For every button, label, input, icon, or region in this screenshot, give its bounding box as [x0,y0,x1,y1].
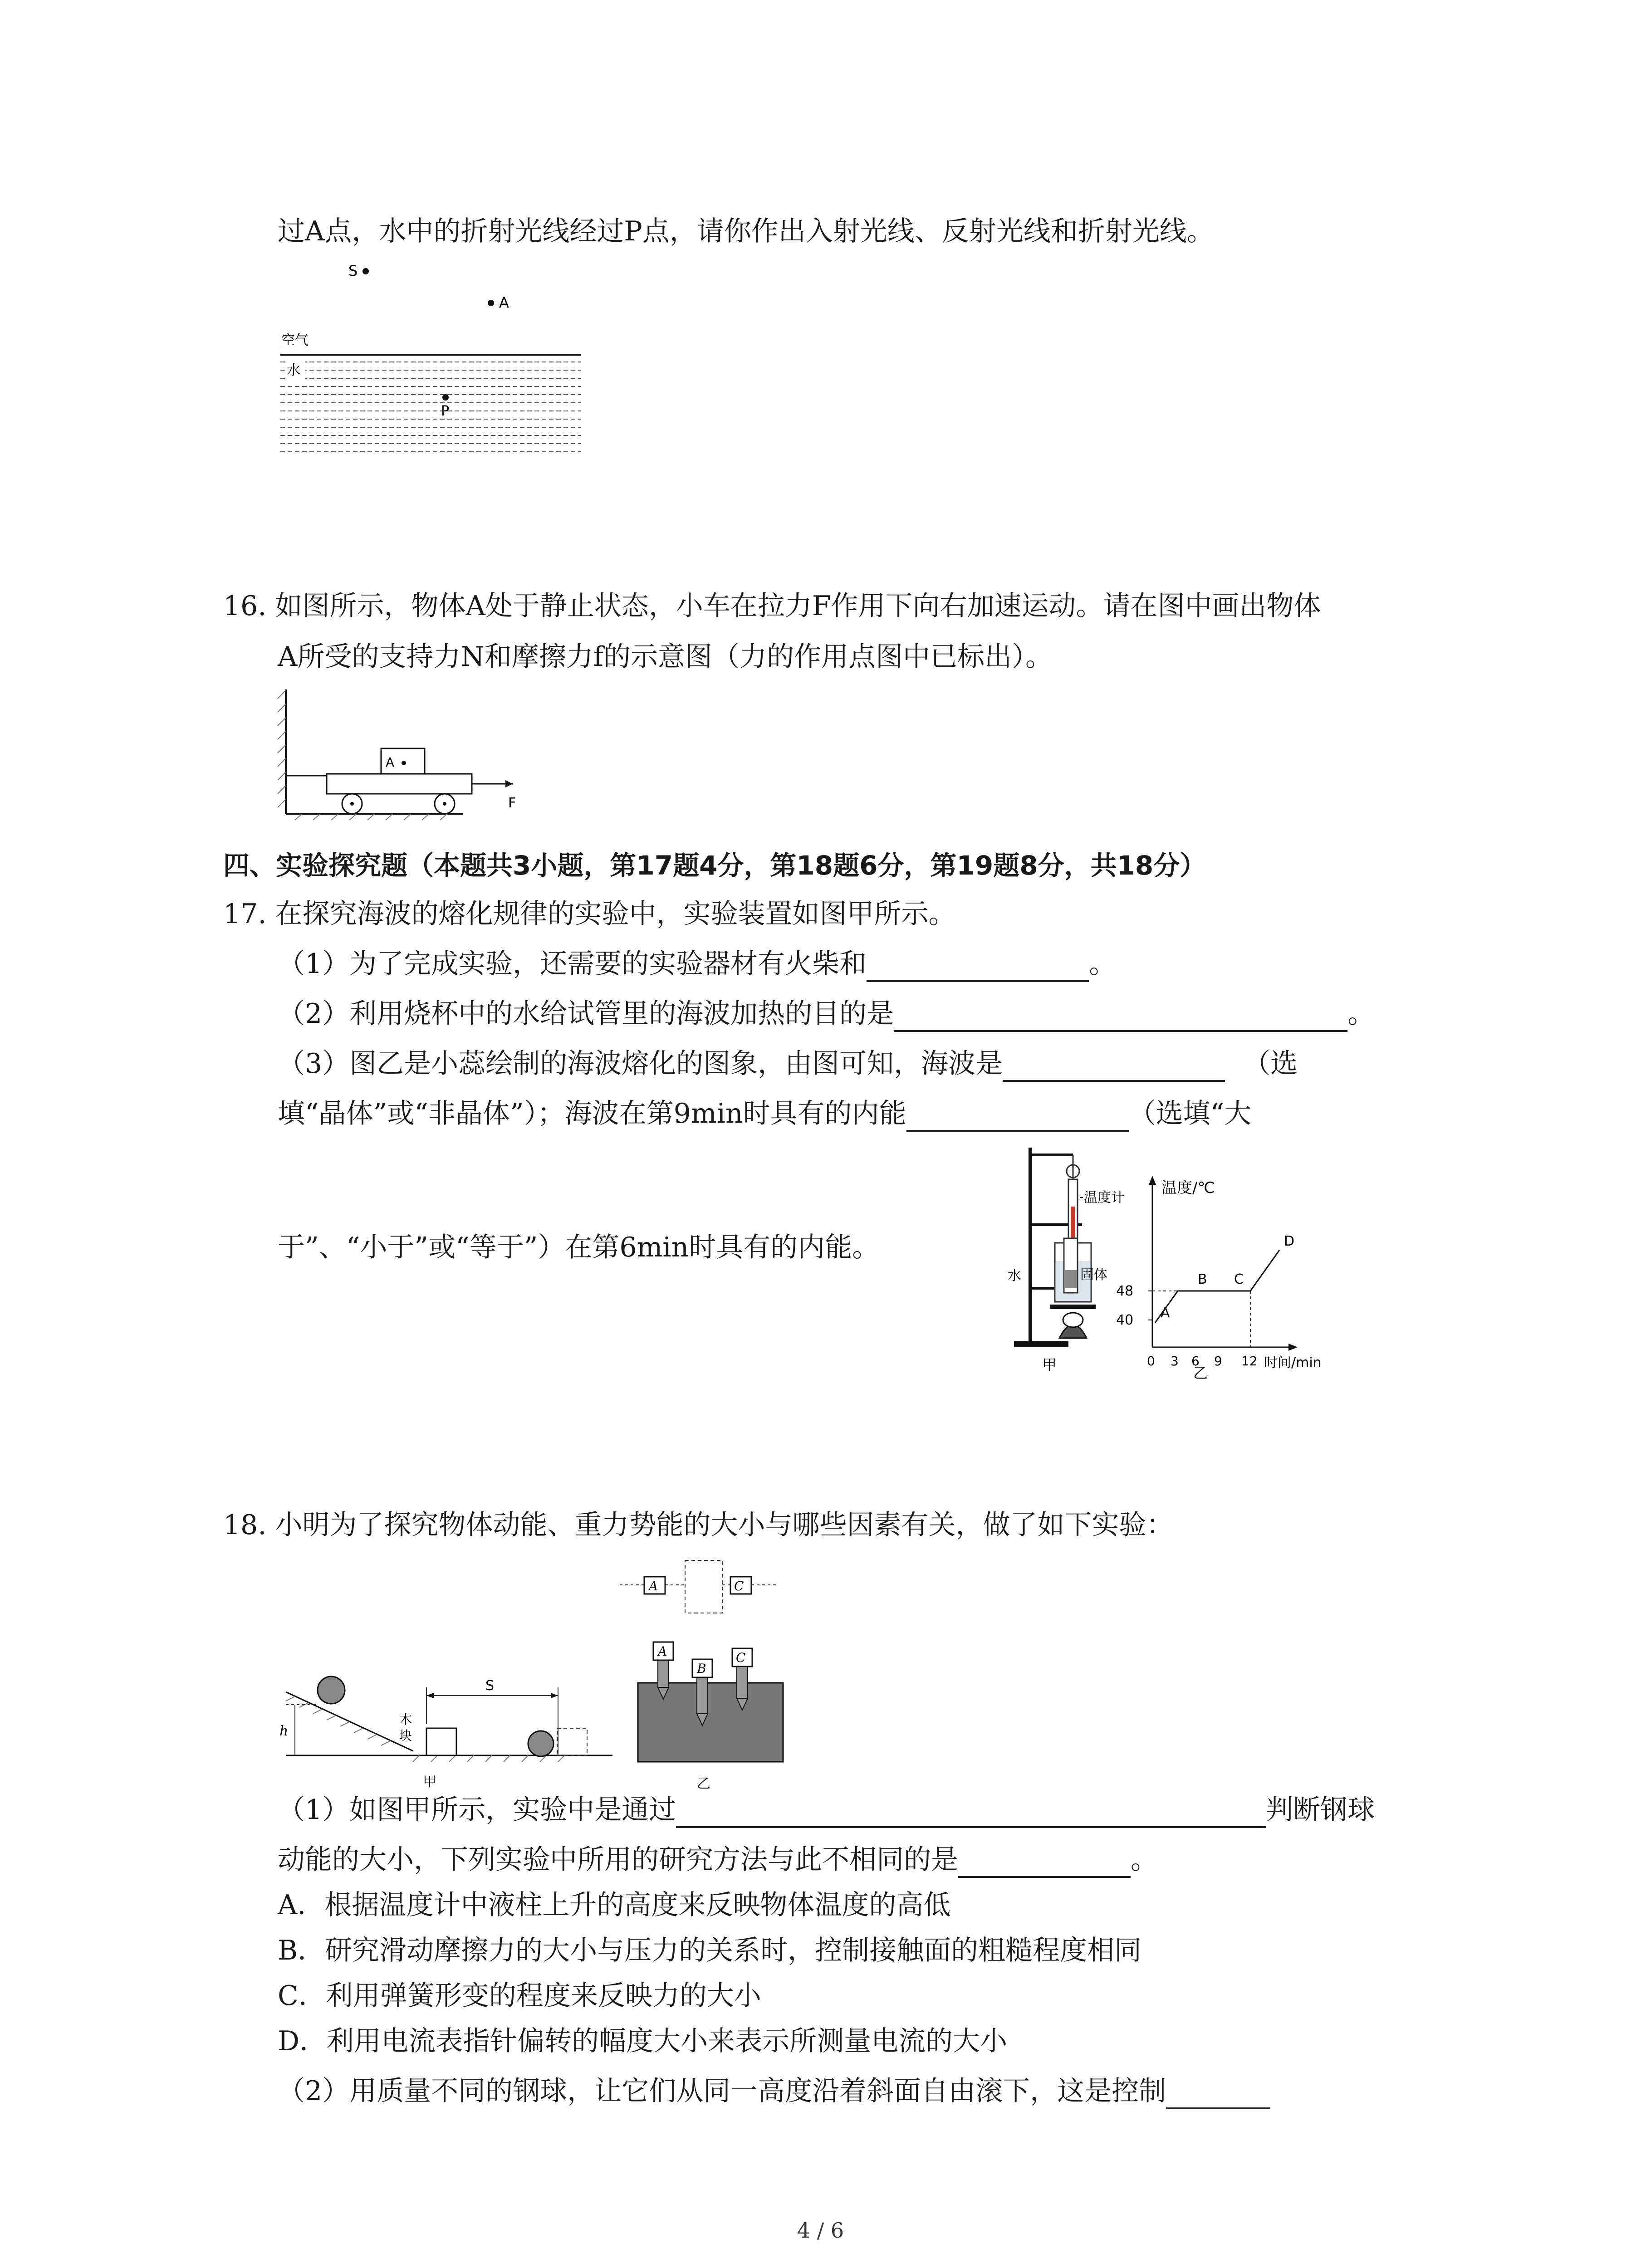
q17-part2: （2）利用烧杯中的水给试管里的海波加热的目的是 。 [278,996,1375,1032]
page-number: 4 / 6 [797,2218,844,2243]
q17-point-c: C [1234,1271,1244,1287]
q17-gauze [1050,1305,1096,1309]
q17-blank3[interactable] [1003,1052,1225,1082]
q18-part1-line2: 动能的大小，下列实验中所用的研究方法与此不相同的是 。 [278,1842,1158,1878]
q16-figure [268,685,540,821]
q15-s-label: S [348,262,358,279]
q18-part1: （1）如图甲所示，实验中是通过 判断钢球 [278,1792,1375,1828]
q15-air-label: 空气 [281,332,309,348]
q18-option-c: C．利用弹簧形变的程度来反映力的大小 [278,1980,761,2012]
q18-yi-c-top: C [734,1579,744,1593]
q15-a-point [488,300,494,306]
q17-y40: 40 [1116,1312,1134,1328]
q16-line2: A所受的支持力N和摩擦力f的示意图（力的作用点图中已标出）。 [278,641,1053,673]
q17-x9: 9 [1214,1354,1222,1369]
q15-water-label: 水 [287,362,300,378]
q18-wood-block [426,1728,456,1755]
q17-graph [1102,1166,1338,1379]
q18-sand-box [638,1683,783,1762]
q17-yi-label: 乙 [1193,1364,1208,1379]
q15-p-label: P [441,403,450,419]
q17-point-a: A [1161,1305,1170,1321]
q15-s-point [362,268,369,274]
q17-xlabel: 时间/min [1264,1355,1322,1371]
q17-ylabel: 温度/℃ [1161,1179,1215,1197]
q17-point-d: D [1284,1233,1295,1249]
q18-option-b: B．研究滑动摩擦力的大小与压力的关系时，控制接触面的粗糙程度相同 [278,1935,1142,1966]
q18-block-label2: 块 [399,1728,412,1743]
q18-yi-a: A [658,1644,667,1659]
q18-line1: 18. 小明为了探究物体动能、重力势能的大小与哪些因素有关，做了如下实验： [223,1509,1174,1541]
q17-x12: 12 [1241,1354,1258,1369]
q17-stand-base [1014,1341,1068,1347]
q16-ground-hatch [295,814,447,820]
q18-blank2[interactable] [958,1848,1131,1878]
q17-x3: 3 [1171,1354,1179,1369]
q16-cart [327,774,472,794]
q16-line1: 16. 如图所示，物体A处于静止状态，小车在拉力F作用下向右加速运动。请在图中画出物体 [223,590,1321,622]
q18-part2: （2）用质量不同的钢球，让它们从同一高度沿着斜面自由滚下，这是控制 [278,2073,1270,2109]
q17-water-label: 水 [1008,1268,1021,1284]
q18-yi-a-top: A [649,1579,658,1593]
q18-s-label: S [485,1678,495,1694]
q16-f-label: F [508,795,516,811]
q18-yi-c: C [736,1650,746,1665]
q17-solid-label: 固体 [1080,1267,1107,1283]
q17-blank2[interactable] [894,1002,1347,1032]
q18-option-d: D．利用电流表指针偏转的幅度大小来表示所测量电流的大小 [278,2025,1008,2057]
q17-x0: 0 [1147,1354,1155,1369]
q17-melting-curve [1155,1250,1279,1323]
q17-y48: 48 [1116,1283,1134,1299]
q17-line5: 于”、“小于”或“等于”）在第6min时具有的内能。 [278,1232,880,1263]
q18-yi-b: B [697,1661,706,1676]
q17-point-b: B [1198,1271,1207,1287]
q15-text: 过A点，水中的折射光线经过P点，请你作出入射光线、反射光线和折射光线。 [278,215,1214,247]
q18-ramp [286,1692,413,1751]
q18-block-label: 木 [399,1712,412,1727]
q18-blank1[interactable] [676,1798,1266,1828]
section4-heading: 四、实验探究题（本题共3小题，第17题4分，第18题6分，第19题8分，共18分） [223,850,1206,881]
q18-h-label: h [279,1723,289,1739]
q17-line4: 填“晶体”或“非晶体”）；海波在第9min时具有的内能 （选填“大 [278,1095,1251,1132]
q18-jia-label: 甲 [423,1774,436,1790]
q15-water-hatch [280,362,581,452]
q16-wall-hatch [278,690,286,807]
q17-part1: （1）为了完成实验，还需要的实验器材有火柴和 。 [278,946,1116,982]
q17-jia-label: 甲 [1042,1356,1057,1374]
q16-a-label: A [386,755,395,770]
q17-line1: 17. 在探究海波的熔化规律的实验中，实验装置如图甲所示。 [223,898,956,930]
q17-x6: 6 [1191,1354,1200,1369]
q18-figure-yi [617,1551,808,1801]
q15-a-label: A [499,294,509,311]
q18-option-a: A．根据温度计中液柱上升的高度来反映物体温度的高低 [278,1889,951,1921]
q17-blank4[interactable] [906,1102,1129,1132]
q17-thermometer-label: 温度计 [1084,1190,1125,1206]
q15-figure [272,254,590,467]
q16-a-point [402,761,406,765]
q17-part3: （3）图乙是小蕊绘制的海波熔化的图象，由图可知，海波是 （选 [278,1046,1298,1082]
q18-yi-label: 乙 [697,1776,710,1792]
q18-block-moved [557,1728,587,1755]
q15-p-point [442,394,449,401]
q18-ball-bottom [528,1731,554,1756]
q18-ball-top [318,1677,345,1704]
q17-blank1[interactable] [867,952,1089,982]
q18-figure-jia [277,1665,622,1801]
q18-blank3[interactable] [1166,2079,1270,2109]
